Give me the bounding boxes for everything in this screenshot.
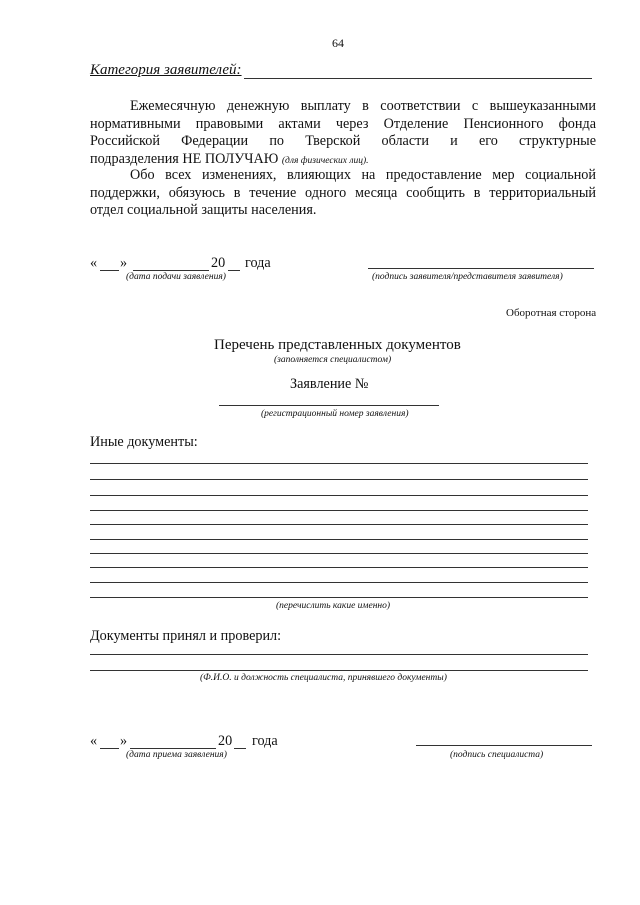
reverse-side-label: Оборотная сторона — [506, 307, 597, 319]
day-line-1 — [100, 270, 119, 271]
paragraph1-line: Российской Федерации по Тверской области и его структурные — [90, 133, 596, 149]
documents-title-note: (заполняется специалистом) — [274, 355, 392, 365]
documents-title: Перечень представленных документов — [214, 337, 461, 353]
specialist-caption: (Ф.И.О. и должность специалиста, принявшего документы) — [200, 673, 447, 683]
date-close-quote-2: » — [120, 733, 128, 749]
document-line — [90, 524, 588, 525]
paragraph2-line: Обо всех изменениях, влияющих на предоставление мер социальной — [130, 167, 596, 183]
paragraph1-note: (для физических лиц). — [281, 155, 369, 166]
document-line — [90, 463, 588, 464]
paragraph-not-receiving — [90, 98, 596, 170]
month-line-2 — [130, 748, 216, 749]
document-line — [90, 479, 588, 480]
document-line — [90, 597, 588, 598]
year-prefix-1: 20 — [211, 255, 226, 271]
month-line-1 — [133, 270, 209, 271]
document-line — [90, 582, 588, 583]
day-line-2 — [100, 748, 119, 749]
paragraph1-line: Ежемесячную денежную выплату в соответствии с вышеуказанными — [130, 98, 596, 114]
category-label: Категория заявителей: — [90, 62, 242, 78]
other-documents-label: Иные документы: — [90, 434, 198, 450]
year-line-2 — [234, 748, 246, 749]
year-suffix-1: года — [245, 255, 271, 271]
page-number: 64 — [332, 36, 344, 50]
paragraph1-line: нормативными правовыми актами через Отделение Пенсионного фонда — [90, 115, 596, 132]
category-underline — [244, 78, 592, 79]
signature-line-2 — [416, 745, 592, 746]
year-line-1 — [228, 270, 240, 271]
specialist-line — [90, 654, 588, 655]
date-caption-1: (дата подачи заявления) — [126, 272, 226, 282]
date-caption-2: (дата приема заявления) — [126, 750, 227, 760]
date-close-quote-1: » — [120, 255, 128, 271]
sign-caption-2: (подпись специалиста) — [450, 750, 544, 760]
date-open-quote-1: « — [90, 255, 98, 271]
year-suffix-2: года — [252, 733, 278, 749]
paragraph-obligation — [90, 167, 596, 220]
accepted-label: Документы принял и проверил: — [90, 628, 282, 644]
paragraph1-line: подразделения НЕ ПОЛУЧАЮ — [90, 150, 279, 167]
date-open-quote-2: « — [90, 733, 98, 749]
document-line — [90, 539, 588, 540]
list-caption: (перечислить какие именно) — [276, 601, 391, 611]
document-line — [90, 553, 588, 554]
application-number-label: Заявление № — [290, 376, 369, 392]
document-line — [90, 495, 588, 496]
signature-line-1 — [368, 268, 594, 269]
paragraph2-line: отдел социальной защиты населения. — [90, 202, 317, 218]
year-prefix-2: 20 — [218, 733, 233, 749]
reg-number-caption: (регистрационный номер заявления) — [261, 409, 409, 419]
sign-caption-1: (подпись заявителя/представителя заявителя) — [372, 272, 563, 282]
reg-number-line — [219, 405, 439, 406]
paragraph2-line: поддержки, обязуюсь в течение одного месяца сообщить в территориальный — [90, 184, 596, 201]
document-line — [90, 567, 588, 568]
document-line — [90, 510, 588, 511]
specialist-line — [90, 670, 588, 671]
